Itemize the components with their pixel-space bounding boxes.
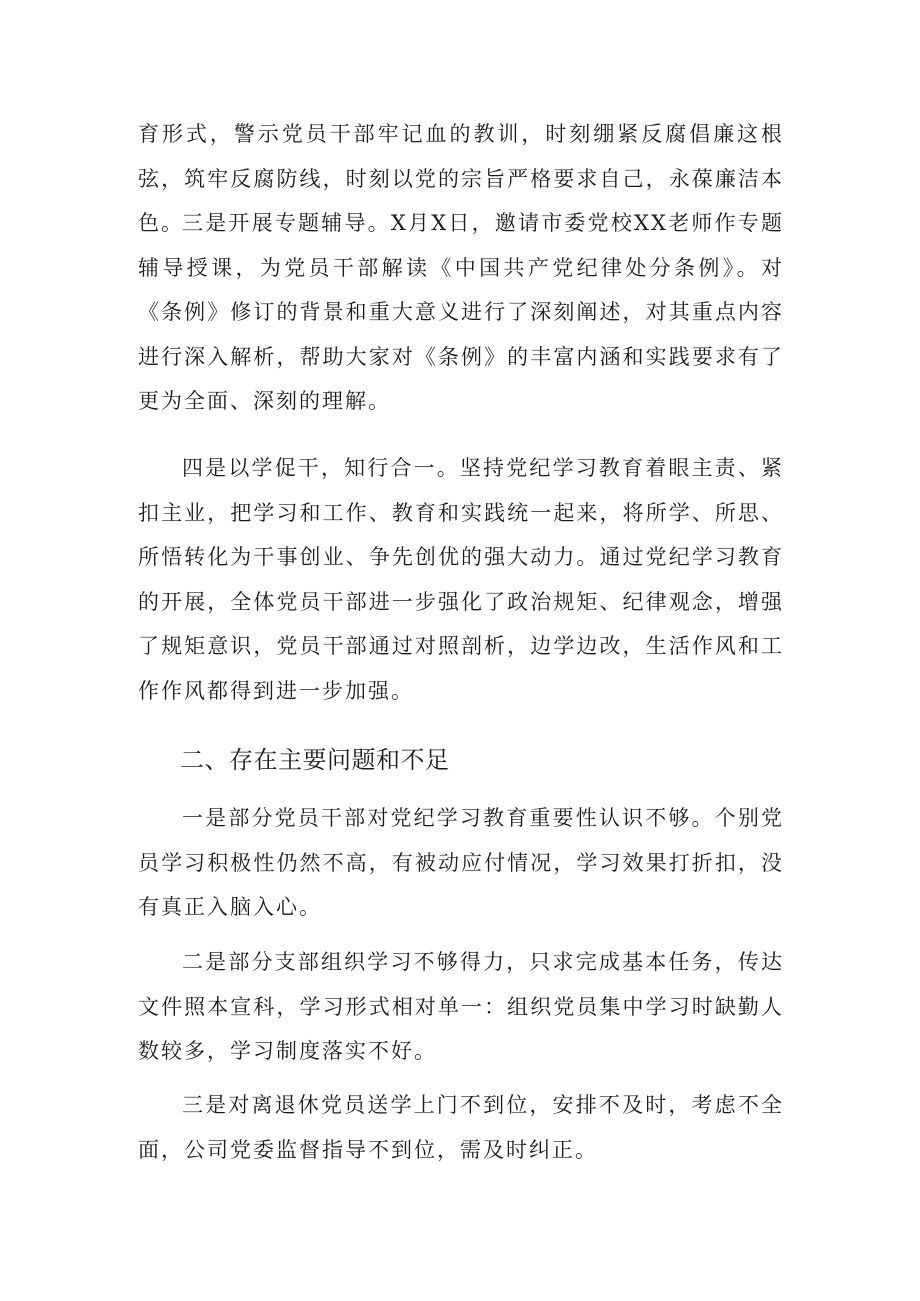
paragraph-problem-retired-members: 三是对离退休党员送学上门不到位，安排不及时，考虑不全面，公司党委监督指导不到位，需及时纠正。 bbox=[138, 1093, 784, 1162]
paragraph-problem-awareness: 一是部分党员干部对党纪学习教育重要性认识不够。个别党员学习积极性仍然不高，有被动应付情况，学习效果打折扣，没有真正入脑入心。 bbox=[138, 806, 784, 919]
paragraph-warning-education: 育形式，警示党员干部牢记血的教训，时刻绷紧反腐倡廉这根弦，筑牢反腐防线，时刻以党的宗旨严格要求自己，永葆廉洁本色。 bbox=[138, 122, 784, 235]
section-heading-problems: 二、存在主要问题和不足 bbox=[180, 746, 450, 774]
paragraph-learning-promotes-work: 四是以学促干，知行合一。坚持党纪学习教育着眼主责、紧扣主业，把学习和工作、教育和实践统一起来，将所学、所思、所悟转化为干事创业、争先创优的强大动力。通过党纪学习教育的开展，全体党员干部进一步强化了政治规矩、纪律观念，增强了规矩意识，党员干部通过对照剖析，边学边改，生活作风和工作作风都得到进一步加强。 bbox=[138, 456, 784, 703]
paragraph-problem-branch-organization: 二是部分支部组织学习不够得力，只求完成基本任务，传达文件照本宣科，学习形式相对单一：组织党员集中学习时缺勤人数较多，学习制度落实不好。 bbox=[138, 950, 784, 1063]
paragraph-special-tutoring: 三是开展专题辅导。X月X日，邀请市委党校XX老师作专题辅导授课，为党员干部解读《中国共产党纪律处分条例》。对《条例》修订的背景和重大意义进行了深刻阐述，对其重点内容进行深入解析，帮助大家对《条例》的丰富内涵和实践要求有了更为全面、深刻的理解。 bbox=[138, 211, 784, 413]
